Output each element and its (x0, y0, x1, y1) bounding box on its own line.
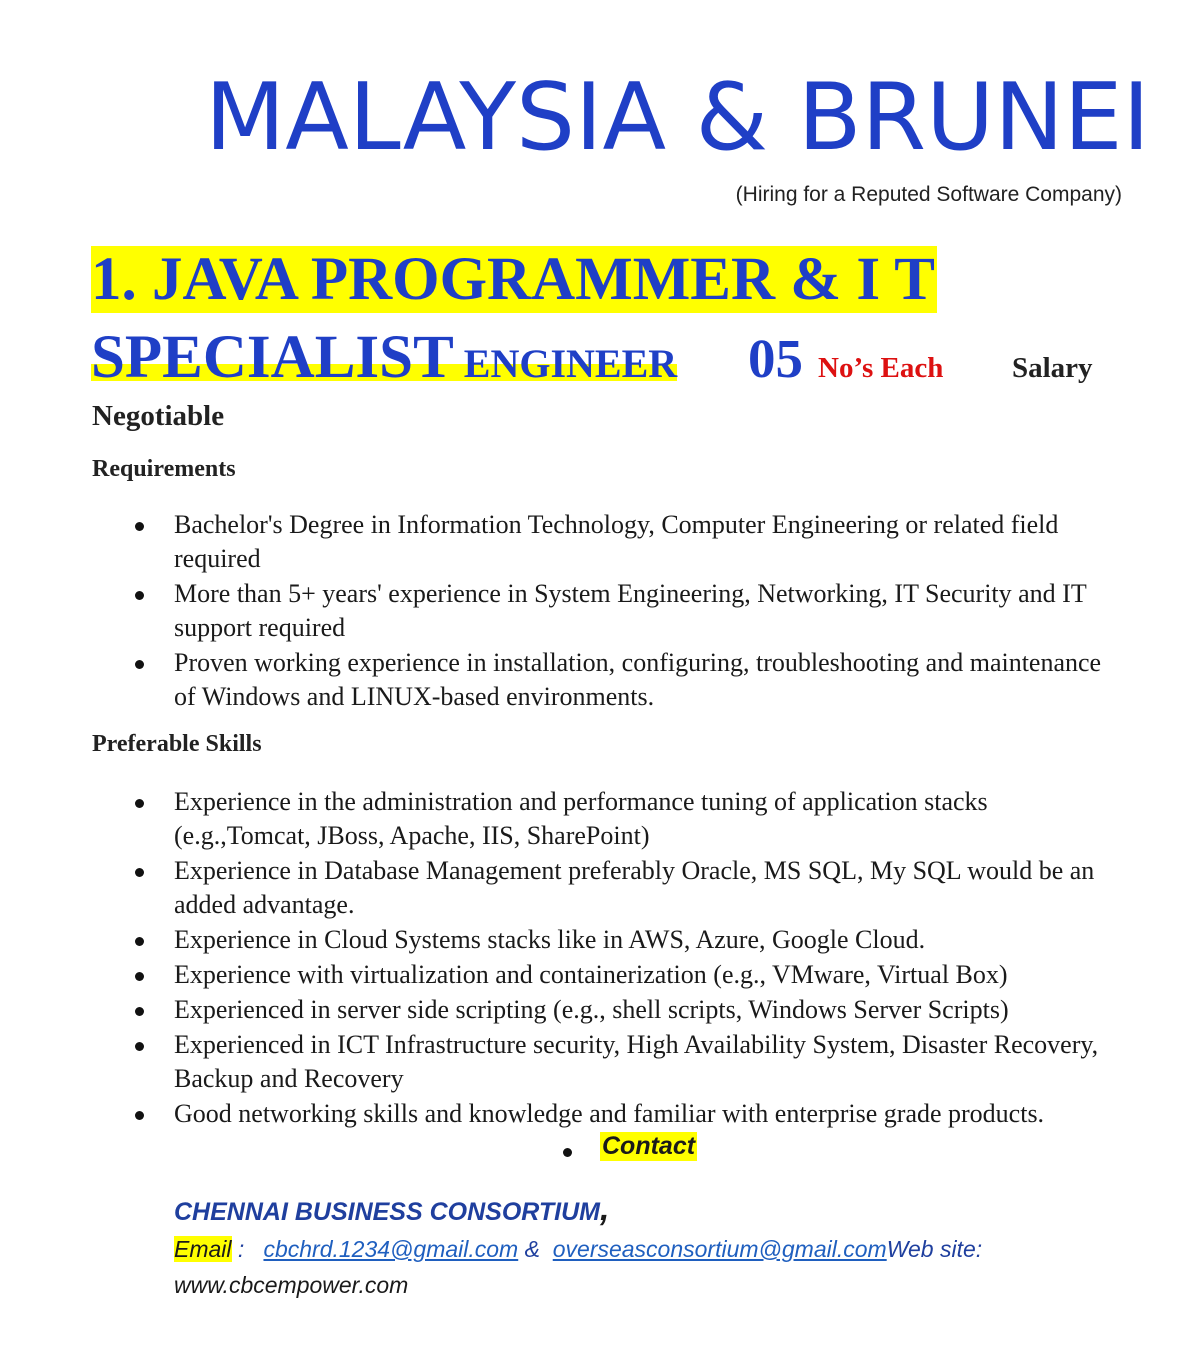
skill-text: Experience with virtualization and containerization (e.g., VMware, Virtual Box) (174, 960, 1008, 989)
list-item (0, 993, 1124, 1027)
bullet-icon (135, 1007, 144, 1016)
email-separator: : (231, 1236, 264, 1262)
bullet-icon (135, 522, 144, 531)
requirements-list (0, 508, 1124, 715)
list-item (0, 854, 1124, 922)
salary-label: Salary (1012, 352, 1093, 384)
company-name (174, 1190, 609, 1229)
job-title-engineer: ENGINEER (453, 341, 678, 386)
vacancy-count: 05 (748, 328, 803, 389)
bullet-icon (135, 937, 144, 946)
list-item (0, 958, 1124, 992)
website-label: Web site: (886, 1236, 983, 1262)
list-item (0, 646, 1124, 714)
preferable-skills-list (0, 785, 1124, 1132)
list-item (0, 785, 1124, 853)
bullet-icon (135, 1111, 144, 1120)
requirement-text: Proven working experience in installation, configuring, troubleshooting and maintenance of Windows and LINUX-based environments. (174, 648, 1102, 711)
company-comma: , (599, 1190, 610, 1228)
email-line (174, 1236, 982, 1263)
company-name-text: CHENNAI BUSINESS CONSORTIUM (174, 1198, 600, 1226)
email-link-1[interactable]: cbchrd.1234@gmail.com (263, 1236, 519, 1262)
requirement-text: More than 5+ years' experience in System Engineering, Networking, IT Security and IT support required (174, 579, 1087, 642)
job-title-line-2 (91, 320, 677, 411)
website-url[interactable]: www.cbcempower.com (174, 1272, 409, 1298)
email-ampersand: & (518, 1236, 553, 1262)
page-title: MALAYSIA & BRUNEI (205, 63, 1150, 171)
requirements-heading: Requirements (92, 456, 236, 482)
vacancy-unit: No’s Each (818, 352, 944, 384)
requirement-text: Bachelor's Degree in Information Technology, Computer Engineering or related field required (174, 510, 1059, 573)
skill-text: Experience in Database Management preferably Oracle, MS SQL, My SQL would be an added advantage. (174, 856, 1095, 919)
salary-value: Negotiable (92, 400, 225, 432)
list-item (0, 923, 1124, 957)
email-link-2[interactable]: overseasconsortium@gmail.com (552, 1236, 887, 1262)
bullet-icon (135, 868, 144, 877)
job-title-line-1-text: 1. JAVA PROGRAMMER & I T (91, 246, 935, 313)
skill-text: Good networking skills and knowledge and familiar with enterprise grade products. (174, 1099, 1045, 1128)
bullet-icon (135, 591, 144, 600)
contact-label: Contact (602, 1132, 696, 1160)
list-item (0, 577, 1124, 645)
bullet-icon (135, 660, 144, 669)
skill-text: Experienced in server side scripting (e.g., shell scripts, Windows Server Scripts) (174, 995, 1009, 1024)
skill-text: Experienced in ICT Infrastructure security, High Availability System, Disaster Recovery, Backup and Recovery (174, 1030, 1099, 1093)
bullet-icon (135, 1042, 144, 1051)
email-label: Email (174, 1236, 232, 1262)
bullet-icon (135, 972, 144, 981)
preferable-skills-heading: Preferable Skills (92, 731, 262, 757)
job-title-specialist: SPECIALIST (91, 324, 454, 391)
bullet-icon (563, 1148, 572, 1157)
skill-text: Experience in Cloud Systems stacks like in AWS, Azure, Google Cloud. (174, 925, 926, 954)
bullet-icon (135, 799, 144, 808)
list-item (0, 1097, 1124, 1131)
list-item (0, 1028, 1124, 1096)
subtitle: (Hiring for a Reputed Software Company) (735, 183, 1122, 206)
skill-text: Experience in the administration and performance tuning of application stacks (e.g.,Tomcat, JBoss, Apache, IIS, SharePoint) (174, 787, 988, 850)
list-item (0, 508, 1124, 576)
job-title-line-1 (91, 242, 937, 318)
